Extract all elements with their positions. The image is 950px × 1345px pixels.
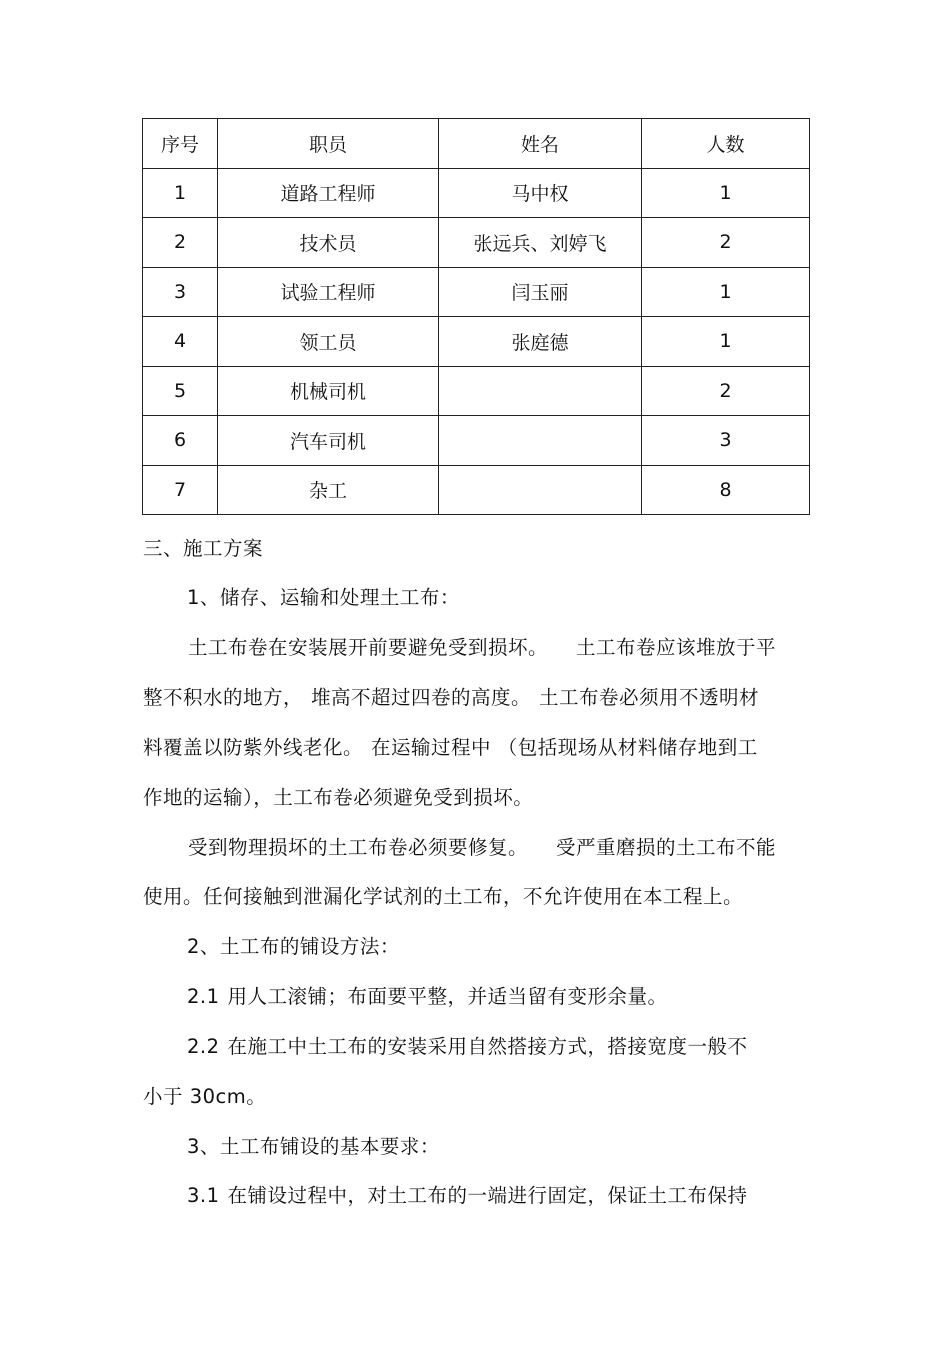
table-header-row: [143, 119, 810, 169]
cell-no: 1: [143, 168, 218, 218]
heading-storage: 1、储存、运输和处理土工布：: [187, 586, 460, 609]
item-text: 在铺设过程中，对土工布的一端进行固定，保证土工布保持: [227, 1184, 748, 1207]
text-segment: 受严重磨损的土工布不能: [556, 836, 777, 859]
cell-no: 6: [143, 416, 218, 466]
table-row: [143, 267, 810, 317]
item-3-1: [187, 1186, 748, 1206]
table-row: [143, 168, 810, 218]
text-segment: 土工布卷应该堆放于平: [576, 636, 777, 659]
cell-role: 机械司机: [218, 366, 439, 416]
cell-role: 汽车司机: [218, 416, 439, 466]
cell-no: 5: [143, 366, 218, 416]
paragraph-line: [188, 638, 776, 658]
paragraph-line: 使用。任何接触到泄漏化学试剂的土工布，不允许使用在本工程上。: [143, 885, 744, 908]
header-role: 职员: [218, 119, 439, 169]
cell-no: 4: [143, 317, 218, 367]
table-row: [143, 218, 810, 268]
cell-role: 领工员: [218, 317, 439, 367]
item-2-2: [187, 1037, 748, 1057]
item-number: 2.2: [187, 1035, 220, 1058]
heading-requirements: 3、土工布铺设的基本要求：: [187, 1135, 440, 1158]
cell-role: 试验工程师: [218, 267, 439, 317]
item-2-1: [187, 987, 668, 1007]
cell-no: 3: [143, 267, 218, 317]
paragraph-line: [143, 738, 758, 758]
text-segment: 堆高不超过四卷的高度。: [311, 686, 532, 709]
table-row: [143, 317, 810, 367]
table-row: [143, 465, 810, 515]
text-segment: 整不积水的地方，: [143, 686, 304, 709]
text-segment: 在运输过程中 （包括现场从材料储存地到工: [371, 736, 758, 759]
text-segment: 土工布卷在安装展开前要避免受到损坏。: [188, 636, 549, 659]
cell-role: 技术员: [218, 218, 439, 268]
cell-name: [439, 465, 642, 515]
paragraph-line: 作地的运输），土工布卷必须避免受到损坏。: [143, 786, 534, 809]
paragraph-line: [188, 838, 776, 858]
cell-role: 杂工: [218, 465, 439, 515]
cell-count: 2: [642, 366, 810, 416]
cell-count: 1: [642, 168, 810, 218]
cell-name: 张庭德: [439, 317, 642, 367]
item-number: 3.1: [187, 1184, 220, 1207]
cell-name: 马中权: [439, 168, 642, 218]
paragraph-line: [143, 688, 759, 708]
table-row: [143, 416, 810, 466]
table-row: [143, 366, 810, 416]
cell-count: 8: [642, 465, 810, 515]
heading-laying-method: 2、土工布的铺设方法：: [187, 935, 400, 958]
text-segment: 受到物理损坏的土工布卷必须要修复。: [188, 836, 529, 859]
cell-name: 张远兵、刘婷飞: [439, 218, 642, 268]
text-segment: 料覆盖以防紫外线老化。: [143, 736, 364, 759]
header-no: 序号: [143, 119, 218, 169]
cell-count: 2: [642, 218, 810, 268]
cell-name: [439, 366, 642, 416]
paragraph-line: 小于 30cm。: [143, 1085, 267, 1108]
text-segment: 土工布卷必须用不透明材: [539, 686, 760, 709]
cell-role: 道路工程师: [218, 168, 439, 218]
cell-name: 闫玉丽: [439, 267, 642, 317]
cell-count: 1: [642, 267, 810, 317]
item-number: 2.1: [187, 985, 220, 1008]
cell-no: 7: [143, 465, 218, 515]
cell-no: 2: [143, 218, 218, 268]
header-count: 人数: [642, 119, 810, 169]
item-text: 在施工中土工布的安装采用自然搭接方式，搭接宽度一般不: [227, 1035, 748, 1058]
item-text: 用人工滚铺；布面要平整，并适当留有变形余量。: [227, 985, 668, 1008]
cell-name: [439, 416, 642, 466]
cell-count: 3: [642, 416, 810, 466]
section-title: 三、施工方案: [143, 537, 264, 560]
cell-count: 1: [642, 317, 810, 367]
staff-table: [142, 118, 810, 515]
header-name: 姓名: [439, 119, 642, 169]
